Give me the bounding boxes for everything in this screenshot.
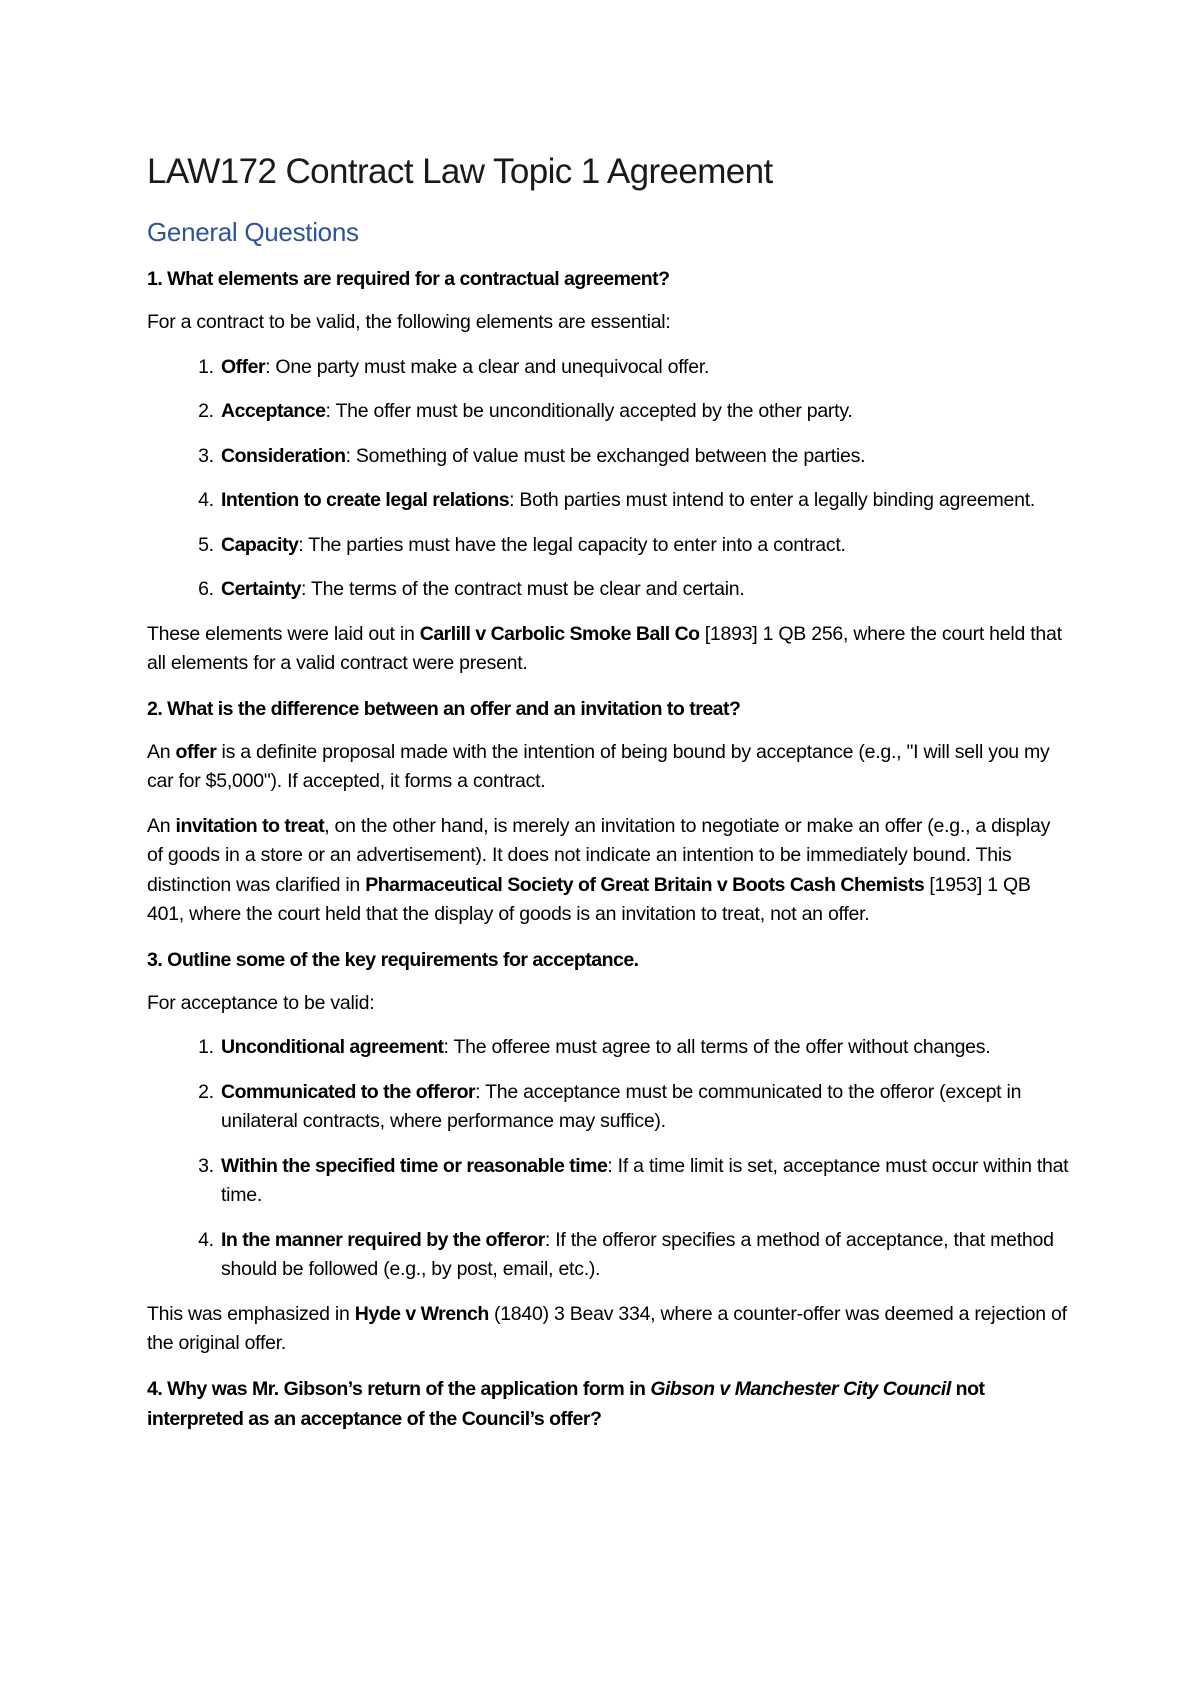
item-text: : The terms of the contract must be clear and certain. <box>301 578 745 600</box>
item-term: Within the specified time or reasonable time <box>221 1154 608 1177</box>
term: offer <box>175 740 217 763</box>
text-run: These elements were laid out in <box>147 622 420 645</box>
case-name: Carlill v Carbolic Smoke Ball Co <box>419 622 700 645</box>
list-item <box>219 575 1070 605</box>
item-text: : The offeree must agree to all terms of the offer without changes. <box>443 1036 991 1058</box>
item-text: : The offer must be unconditionally accepted by the other party. <box>325 400 853 422</box>
q3-intro: For acceptance to be valid: <box>147 991 375 1014</box>
item-term: Intention to create legal relations <box>221 489 510 511</box>
item-term: Consideration <box>221 444 346 467</box>
q1-closing <box>147 620 1070 679</box>
item-text: : The acceptance must be communicated to the offeror (except in unilateral contracts, where performance may suffice). <box>221 1080 1022 1132</box>
item-term: Offer <box>221 355 266 378</box>
text-run: 4. Why was Mr. Gibson’s return of the application form in <box>147 1377 651 1400</box>
item-term: Unconditional agreement <box>221 1036 444 1058</box>
list-item <box>219 1226 1070 1285</box>
question-2: 2. What is the difference between an offer and an invitation to treat? <box>147 697 741 720</box>
list-item <box>219 1033 1070 1063</box>
q3-closing <box>147 1300 1070 1359</box>
item-term: Acceptance <box>221 400 326 422</box>
case-name: Gibson v Manchester City Council <box>650 1377 951 1400</box>
list-item <box>219 353 1070 383</box>
item-term: Capacity <box>221 533 299 556</box>
item-text: : If a time limit is set, acceptance must occur within that time. <box>221 1154 1069 1206</box>
q2-paragraph-invitation <box>147 812 1070 930</box>
text-run: [1893] 1 QB 256, where the court held that all elements for a valid contract were present. <box>147 622 1062 674</box>
text-run: (1840) 3 Beav 334, where a counter-offer was deemed a rejection of the original offer. <box>147 1302 1067 1354</box>
item-text: : One party must make a clear and unequivocal offer. <box>265 355 710 378</box>
text-run: This was emphasized in <box>147 1302 355 1325</box>
section-heading: General Questions <box>147 217 359 247</box>
text-run: [1953] 1 QB 401, where the court held that the display of goods is an invitation to treat, not an offer. <box>147 873 1031 925</box>
question-3: 3. Outline some of the key requirements for acceptance. <box>147 948 639 971</box>
item-text: : If the offeror specifies a method of acceptance, that method should be followed (e.g., by post, email, etc.). <box>221 1228 1054 1280</box>
item-term: Certainty <box>221 578 302 600</box>
question-4 <box>147 1374 1070 1434</box>
q3-requirements-list <box>147 1033 1070 1285</box>
list-item <box>219 486 1070 516</box>
list-item <box>219 1152 1070 1211</box>
item-text: : Something of value must be exchanged between the parties. <box>345 444 866 467</box>
q2-paragraph-offer <box>147 738 1070 797</box>
list-item <box>219 442 1070 472</box>
case-name: Hyde v Wrench <box>354 1302 489 1325</box>
item-text: : The parties must have the legal capacity to enter into a contract. <box>298 533 846 556</box>
list-item <box>219 397 1070 427</box>
term: invitation to treat <box>175 814 325 837</box>
text-run: not interpreted as an acceptance of the Council’s offer? <box>147 1377 985 1430</box>
item-term: In the manner required by the offeror <box>221 1228 545 1251</box>
text-run: An <box>147 740 176 763</box>
list-item <box>219 1078 1070 1137</box>
question-1: 1. What elements are required for a contractual agreement? <box>147 268 670 290</box>
text-run: , on the other hand, is merely an invitation to negotiate or make an offer (e.g., a display of goods in a store or an advertisement). It does not indicate an intention to be immediately bound. This distinction was clarified in <box>147 814 1051 896</box>
q1-intro: For a contract to be valid, the following elements are essential: <box>147 311 671 333</box>
list-item <box>219 531 1070 561</box>
case-name: Pharmaceutical Society of Great Britain v Boots Cash Chemists <box>365 873 925 896</box>
text-run: is a definite proposal made with the intention of being bound by acceptance (e.g., "I will sell you my car for $5,000"). If accepted, it forms a contract. <box>147 740 1050 792</box>
q1-elements-list <box>147 353 1070 605</box>
document-title: LAW172 Contract Law Topic 1 Agreement <box>147 152 773 191</box>
item-text: : Both parties must intend to enter a legally binding agreement. <box>509 489 1036 511</box>
item-term: Communicated to the offeror <box>221 1080 476 1103</box>
text-run: An <box>147 814 176 837</box>
